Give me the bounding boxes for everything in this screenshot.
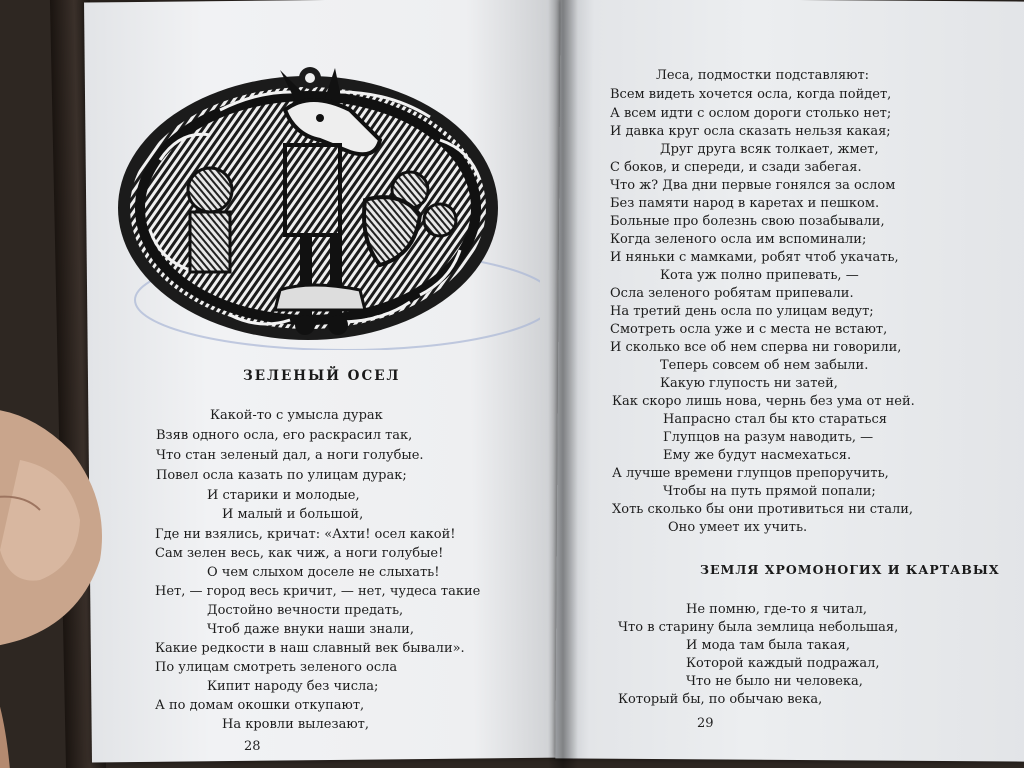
left-line-14: По улицам смотреть зеленого осла — [155, 660, 398, 675]
right-line-26: Оно умеет их учить. — [668, 520, 808, 535]
right-line-22: Ему же будут насмехаться. — [663, 448, 852, 463]
right-line-17: Теперь совсем об нем забыли. — [660, 358, 869, 373]
right-line-1: Леса, подмостки подставляют: — [656, 68, 870, 83]
right-line-25: Хоть сколько бы они противиться ни стали, — [612, 502, 914, 517]
left-line-17: На кровли вылезают, — [222, 717, 369, 732]
right-poem2-line-5: Что не было ни человека, — [686, 674, 863, 689]
left-line-2: Взяв одного осла, его раскрасил так, — [156, 428, 413, 443]
left-line-15: Кипит народу без числа; — [207, 679, 379, 694]
woodcut-donkey-image — [80, 40, 540, 350]
left-line-11: Достойно вечности предать, — [207, 603, 404, 618]
right-line-8: Без памяти народ в каретах и пешком. — [610, 196, 880, 211]
right-line-10: Когда зеленого осла им вспоминали; — [610, 232, 867, 247]
left-line-4: Повел осла казать по улицам дурак; — [156, 468, 407, 483]
poem-title-land-of-lame: ЗЕМЛЯ ХРОМОНОГИХ И КАРТАВЫХ — [700, 562, 1000, 577]
right-line-13: Осла зеленого робятам припевали. — [610, 286, 854, 301]
right-poem2-line-2: Что в старину была землица небольшая, — [618, 620, 899, 635]
left-line-3: Что стан зеленый дал, а ноги голубые. — [156, 448, 424, 463]
right-line-7: Что ж? Два дни первые гонялся за ослом — [610, 178, 896, 193]
left-line-13: Какие редкости в наш славный век бывали». — [155, 641, 465, 656]
right-line-5: Друг друга всяк толкает, жмет, — [660, 142, 879, 157]
right-line-14: На третий день осла по улицам ведут; — [610, 304, 874, 319]
right-line-21: Глупцов на разум наводить, — — [663, 430, 874, 445]
woodcut-illustration — [80, 40, 540, 350]
right-poem2-line-3: И мода там была такая, — [686, 638, 850, 653]
right-line-18: Какую глупость ни затей, — [660, 376, 838, 391]
left-line-16: А по домам окошки откупают, — [155, 698, 365, 713]
right-line-4: И давка круг осла сказать нельзя какая; — [610, 124, 891, 139]
right-line-6: С боков, и спереди, и сзади забегая. — [610, 160, 862, 175]
right-line-20: Напрасно стал бы кто стараться — [663, 412, 887, 427]
left-line-6: И малый и большой, — [222, 507, 364, 522]
left-line-12: Чтоб даже внуки наши знали, — [207, 622, 414, 637]
left-line-5: И старики и молодые, — [207, 488, 360, 503]
right-poem2-line-6: Который бы, по обычаю века, — [618, 692, 823, 707]
right-line-24: Чтобы на путь прямой попали; — [663, 484, 876, 499]
right-poem2-line-1: Не помню, где-то я читал, — [686, 602, 867, 617]
right-line-16: И сколько все об нем сперва ни говорили, — [610, 340, 902, 355]
right-poem2-line-4: Которой каждый подражал, — [686, 656, 880, 671]
right-line-12: Кота уж полно припевать, — — [660, 268, 859, 283]
thumb — [0, 390, 120, 768]
right-line-2: Всем видеть хочется осла, когда пойдет, — [610, 87, 892, 102]
left-line-8: Сам зелен весь, как чиж, а ноги голубые! — [155, 546, 444, 561]
right-line-23: А лучше времени глупцов препоручить, — [612, 466, 889, 481]
left-line-10: Нет, — город весь кричит, — нет, чудеса такие — [155, 584, 481, 599]
right-line-11: И няньки с мамками, робят чтоб укачать, — [610, 250, 899, 265]
right-line-3: А всем идти с ослом дороги столько нет; — [610, 106, 892, 121]
right-line-19: Как скоро лишь нова, чернь без ума от ней. — [612, 394, 915, 409]
page-number-left: 28 — [244, 739, 261, 754]
left-line-9: О чем слыхом доселе не слыхать! — [207, 565, 440, 580]
poem-title-green-donkey: ЗЕЛЕНЫЙ ОСЕЛ — [243, 368, 401, 384]
right-line-15: Смотреть осла уже и с места не встают, — [610, 322, 888, 337]
page-number-right: 29 — [697, 716, 714, 731]
left-line-7: Где ни взялись, кричат: «Ахти! осел какой! — [155, 527, 456, 542]
book-gutter — [548, 0, 578, 768]
right-line-9: Больные про болезнь свою позабывали, — [610, 214, 885, 229]
left-line-1: Какой-то с умысла дурак — [210, 408, 383, 423]
